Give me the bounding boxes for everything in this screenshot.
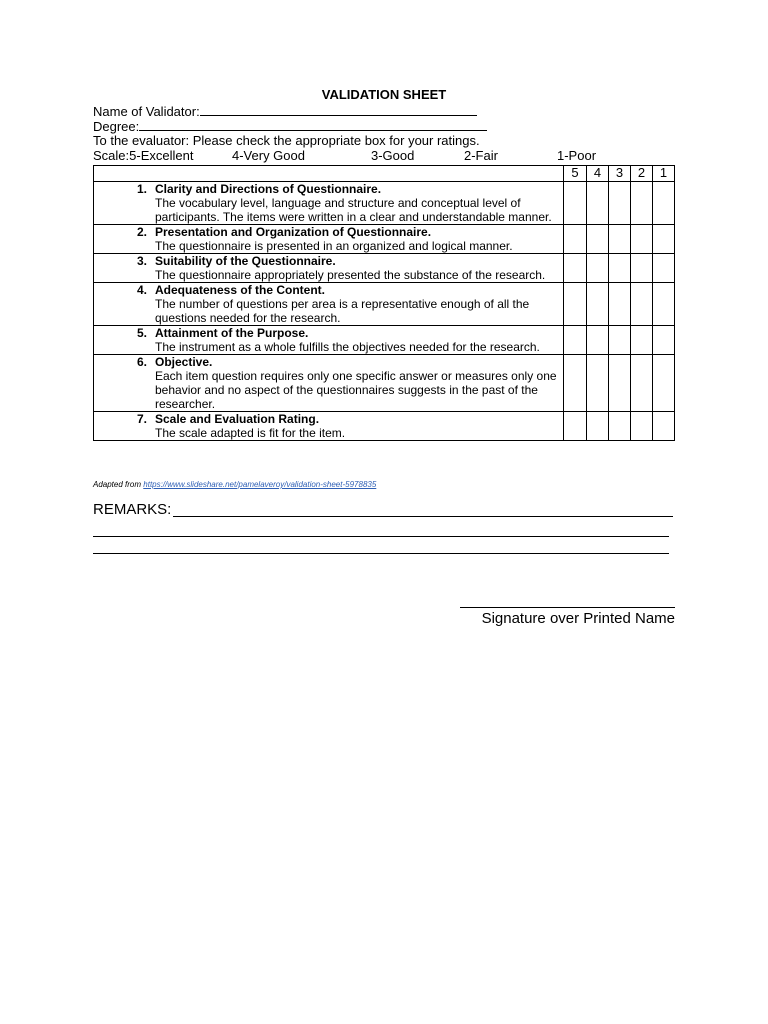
rating-box-4[interactable] — [587, 355, 609, 412]
criterion-cell — [94, 283, 564, 326]
criterion-cell — [94, 182, 564, 225]
scale-fair: 2-Fair — [464, 148, 498, 163]
criterion-row — [94, 182, 675, 225]
instruction-text: To the evaluator: Please check the appropriate box for your ratings. — [93, 133, 480, 148]
rating-table — [93, 165, 675, 441]
criterion-description: The questionnaire appropriately presented the substance of the research. — [155, 268, 546, 282]
rating-box-1[interactable] — [653, 355, 675, 412]
criterion-heading: Attainment of the Purpose. — [155, 326, 309, 340]
criterion-cell — [94, 254, 564, 283]
rating-box-1[interactable] — [653, 254, 675, 283]
source-link[interactable]: https://www.slideshare.net/pamelaveroy/validation-sheet-5978835 — [143, 480, 377, 489]
rating-header-1: 1 — [653, 166, 675, 182]
rating-box-5[interactable] — [564, 254, 587, 283]
rating-box-2[interactable] — [631, 412, 653, 441]
remarks-label: REMARKS: — [93, 501, 172, 518]
rating-box-5[interactable] — [564, 355, 587, 412]
criteria-header-cell — [94, 166, 564, 182]
rating-box-4[interactable] — [587, 326, 609, 355]
criterion-row — [94, 225, 675, 254]
criterion-cell — [94, 355, 564, 412]
rating-header-2: 2 — [631, 166, 653, 182]
rating-box-2[interactable] — [631, 355, 653, 412]
remarks-line-2[interactable] — [93, 536, 669, 537]
criterion-description: The instrument as a whole fulfills the objectives needed for the research. — [155, 340, 540, 354]
scale-very-good: 4-Very Good — [232, 148, 305, 163]
rating-box-3[interactable] — [609, 225, 631, 254]
scale-poor: 1-Poor — [557, 148, 597, 163]
rating-box-3[interactable] — [609, 182, 631, 225]
remarks-line-1[interactable] — [173, 516, 673, 517]
criterion-description: The number of questions per area is a representative enough of all the questions needed for the research. — [155, 297, 530, 325]
remarks-line-3[interactable] — [93, 553, 669, 554]
validator-name-blank[interactable] — [200, 103, 477, 116]
source-note — [93, 480, 376, 489]
criterion-number: 4. — [136, 283, 147, 297]
rating-box-5[interactable] — [564, 326, 587, 355]
signature-label: Signature over Printed Name — [481, 610, 675, 627]
rating-header-3: 3 — [609, 166, 631, 182]
rating-box-4[interactable] — [587, 225, 609, 254]
rating-box-3[interactable] — [609, 326, 631, 355]
rating-box-2[interactable] — [631, 225, 653, 254]
rating-box-4[interactable] — [587, 412, 609, 441]
rating-box-2[interactable] — [631, 283, 653, 326]
criterion-heading: Suitability of the Questionnaire. — [155, 254, 336, 268]
rating-box-3[interactable] — [609, 283, 631, 326]
criterion-row — [94, 283, 675, 326]
rating-box-1[interactable] — [653, 412, 675, 441]
criterion-row — [94, 412, 675, 441]
criterion-cell — [94, 225, 564, 254]
rating-box-4[interactable] — [587, 254, 609, 283]
signature-line[interactable] — [460, 607, 675, 608]
page-title: VALIDATION SHEET — [321, 87, 447, 102]
rating-box-5[interactable] — [564, 283, 587, 326]
rating-header-4: 4 — [587, 166, 609, 182]
degree-label: Degree: — [93, 119, 140, 134]
criterion-number: 1. — [136, 182, 147, 196]
rating-scale — [93, 148, 675, 163]
degree-field — [93, 118, 487, 134]
degree-blank[interactable] — [139, 118, 487, 131]
criterion-heading: Clarity and Directions of Questionnaire. — [155, 182, 382, 196]
scale-good: 3-Good — [371, 148, 415, 163]
criterion-heading: Adequateness of the Content. — [155, 283, 326, 297]
criterion-description: The vocabulary level, language and structure and conceptual level of participants. The items were written in a clear and understandable manner. — [155, 196, 552, 224]
criterion-number: 3. — [136, 254, 147, 268]
rating-box-1[interactable] — [653, 182, 675, 225]
rating-box-2[interactable] — [631, 326, 653, 355]
rating-box-1[interactable] — [653, 283, 675, 326]
criterion-description: The scale adapted is fit for the item. — [155, 426, 346, 440]
rating-box-2[interactable] — [631, 182, 653, 225]
criterion-number: 7. — [136, 412, 147, 426]
criterion-number: 5. — [136, 326, 147, 340]
source-prefix: Adapted from — [93, 480, 142, 489]
criterion-number: 6. — [136, 355, 147, 369]
rating-box-5[interactable] — [564, 225, 587, 254]
rating-box-1[interactable] — [653, 225, 675, 254]
scale-excellent: Scale:5-Excellent — [93, 148, 194, 163]
rating-box-4[interactable] — [587, 283, 609, 326]
criterion-description: The questionnaire is presented in an organized and logical manner. — [155, 239, 513, 253]
criterion-heading: Objective. — [155, 355, 213, 369]
rating-box-1[interactable] — [653, 326, 675, 355]
rating-header-5: 5 — [564, 166, 587, 182]
criterion-heading: Presentation and Organization of Questionnaire. — [155, 225, 432, 239]
criterion-row — [94, 254, 675, 283]
criterion-cell — [94, 326, 564, 355]
rating-box-4[interactable] — [587, 182, 609, 225]
rating-box-5[interactable] — [564, 182, 587, 225]
validator-name-label: Name of Validator: — [93, 104, 200, 119]
criterion-row — [94, 326, 675, 355]
criterion-heading: Scale and Evaluation Rating. — [155, 412, 320, 426]
criterion-row — [94, 355, 675, 412]
criterion-number: 2. — [136, 225, 147, 239]
rating-box-3[interactable] — [609, 254, 631, 283]
rating-header-row — [94, 166, 675, 182]
validator-name-field — [93, 103, 477, 119]
criterion-cell — [94, 412, 564, 441]
rating-box-5[interactable] — [564, 412, 587, 441]
rating-box-3[interactable] — [609, 412, 631, 441]
rating-box-3[interactable] — [609, 355, 631, 412]
criterion-description: Each item question requires only one specific answer or measures only one behavior and no aspect of the questionnaires suggests in the past of the researcher. — [155, 369, 557, 411]
rating-box-2[interactable] — [631, 254, 653, 283]
